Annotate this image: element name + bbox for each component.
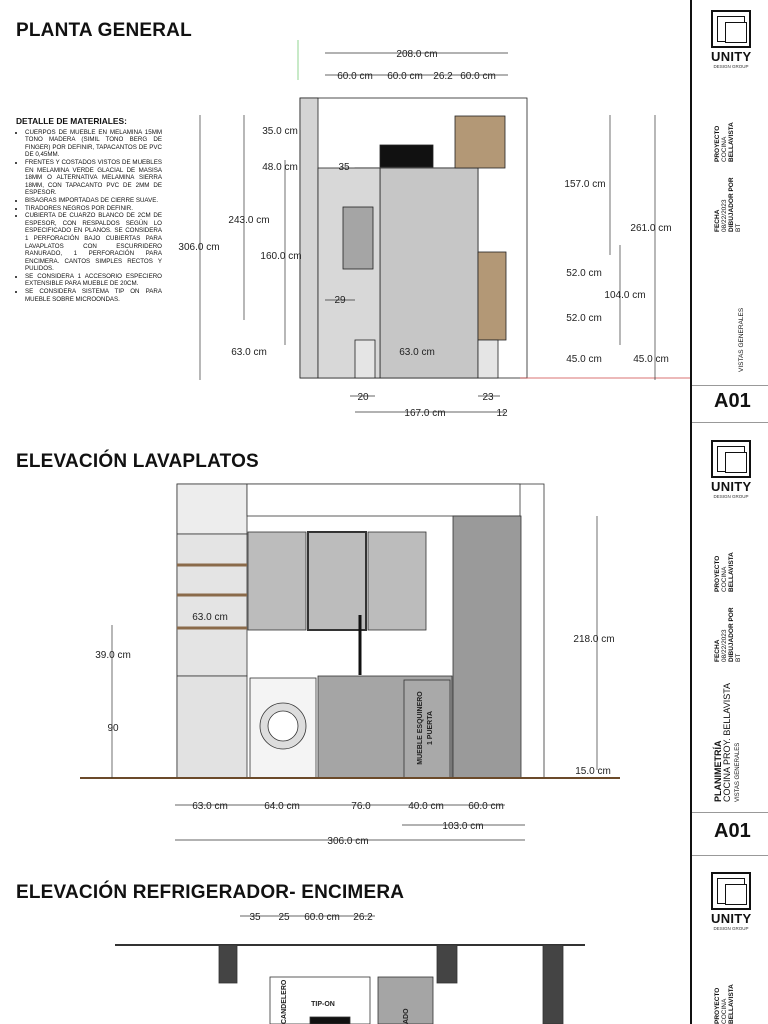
plan-side-cabinet: [478, 252, 506, 340]
title-block-sidebar: [690, 0, 768, 1024]
material-item: • FRENTES Y COSTADOS VISTOS DE MUEBLES EN MELAMINA VERDE GLACIAL DE MASISA 18MM O ALTERNATIVA MELAMINA SIERRA 18MM, CON TAPACANTO PVC DE 2MM DE ESPESOR.: [25, 159, 162, 197]
material-item: • BISAGRAS IMPORTADAS DE CIERRE SUAVE.: [25, 197, 162, 205]
dim-label: 60.0 cm: [460, 71, 496, 82]
dim-label: 60.0 cm: [387, 71, 423, 82]
dim-label: 218.0 cm: [573, 634, 615, 645]
dim-label: 64.0 cm: [264, 801, 300, 812]
dim-label: 29: [334, 295, 346, 306]
fecha-value: 08/22/2023: [721, 199, 728, 232]
vistas-label: VISTAS GENERALES: [738, 307, 745, 372]
brand-sub: DESIGN GROUP: [713, 64, 749, 69]
materials-title: DETALLE DE MATERIALES:: [16, 116, 127, 126]
sheet-code: A01: [714, 820, 751, 842]
planimetria-sub: COCINA PROY. BELLAVISTA: [722, 682, 732, 802]
dibujador-label: DIBUJADOR POR: [728, 177, 735, 232]
cabinet-label: ADO: [403, 1008, 410, 1024]
proyecto-name: BELLAVISTA: [728, 552, 735, 592]
dim-label: 306.0 cm: [178, 242, 220, 253]
dim-label: 160.0 cm: [260, 251, 302, 262]
material-item: • CUERPOS DE MUEBLE EN MELAMINA 15MM TONO MADERA (SIMIL TONO BERG DE FINGER) POR DEFINIR, TAPACANTOS DE PVC DE 0,45MM.: [25, 129, 162, 159]
proyecto-label: PROYECTO: [714, 987, 721, 1024]
dim-label: 90: [107, 723, 119, 734]
dim-label: 26.2: [433, 71, 453, 82]
fecha-block: [714, 177, 742, 232]
dim-label: 63.0 cm: [192, 801, 228, 812]
brand-name: UNITY: [711, 49, 752, 64]
plan-left-counter: [300, 98, 318, 378]
dibujador-value: BT: [735, 653, 742, 662]
proyecto-value: COCINA: [721, 566, 728, 592]
cabinet-label: CANDELERO: [281, 979, 288, 1024]
dim-label: 48.0 cm: [262, 162, 298, 173]
dim-label: 25: [278, 912, 290, 923]
proyecto-label: PROYECTO: [714, 555, 721, 592]
proyecto-label: PROYECTO: [714, 125, 721, 162]
dim-label: 60.0 cm: [304, 912, 340, 923]
dim-label: 52.0 cm: [566, 313, 602, 324]
dibujador-label: DIBUJADOR POR: [728, 607, 735, 662]
proyecto-block: [714, 984, 735, 1024]
fecha-label: FECHA: [714, 209, 721, 232]
planimetria-sub2: VISTAS GENERALES: [735, 742, 741, 802]
brand-logo: [711, 872, 751, 931]
elev-upper-door: [308, 532, 366, 630]
section-title-refrigerador: ELEVACIÓN REFRIGERADOR- ENCIMERA: [16, 882, 405, 903]
dim-label: 35: [338, 162, 350, 173]
dim-label: 40.0 cm: [408, 801, 444, 812]
cabinet-label: TIP-ON: [311, 1001, 335, 1008]
dim-label: 261.0 cm: [630, 223, 672, 234]
dim-label: 306.0 cm: [327, 836, 369, 847]
planimetria-title: PLANIMETRÍA: [713, 740, 723, 802]
dim-label: 35: [249, 912, 261, 923]
dim-label: 167.0 cm: [404, 408, 446, 419]
material-item: • SE CONSIDERA SISTEMA TIP ON PARA MUEBLE SOBRE MICROONDAS.: [25, 288, 162, 303]
plan-upper-cabinet: [455, 116, 505, 168]
brand-name: UNITY: [711, 911, 752, 926]
planimetria-block: [714, 683, 743, 802]
brand-sub: DESIGN GROUP: [713, 494, 749, 499]
dim-label: 63.0 cm: [192, 612, 228, 623]
logo-icon: [711, 10, 751, 48]
dim-label: 157.0 cm: [564, 179, 606, 190]
proyecto-value: COCINA: [721, 998, 728, 1024]
fecha-block: [714, 607, 742, 662]
sheet-code: A01: [714, 390, 751, 412]
dim-label: 35.0 cm: [262, 126, 298, 137]
dim-label: 23: [482, 392, 494, 403]
dim-label: 103.0 cm: [442, 821, 484, 832]
dibujador-value: BT: [735, 223, 742, 232]
dim-label: 76.0: [351, 801, 371, 812]
elev-upper-door: [368, 532, 426, 630]
dim-label: 15.0 cm: [575, 766, 611, 777]
elevation-lavaplatos: [0, 470, 690, 850]
logo-icon: [711, 872, 751, 910]
logo-icon: [711, 440, 751, 478]
dim-label: 60.0 cm: [468, 801, 504, 812]
dim-label: 20: [357, 392, 369, 403]
cabinet-label: 1 PUERTA: [427, 710, 434, 746]
dim-label: 208.0 cm: [396, 49, 438, 60]
brand-name: UNITY: [711, 479, 752, 494]
proyecto-name: BELLAVISTA: [728, 984, 735, 1024]
dim-label: 63.0 cm: [399, 347, 435, 358]
cabinet-label: MUEBLE ESQUINERO: [417, 691, 424, 765]
proyecto-block: [714, 122, 735, 162]
dim-label: 26.2: [353, 912, 373, 923]
material-item: • SE CONSIDERA 1 ACCESORIO ESPECIERO EXTENSIBLE PARA MUEBLE DE 20CM.: [25, 273, 162, 288]
plan-drawing: [0, 0, 690, 440]
dim-label: 243.0 cm: [228, 215, 270, 226]
fecha-label: FECHA: [714, 639, 721, 662]
brand-logo: [711, 440, 751, 499]
material-item: • CUBIERTA DE CUARZO BLANCO DE 2CM DE ESPESOR, CON RESPALDOS SEGÚN LO ESPECIFICADO EN PLANOS. SE CONSIDERA 1 PERFORACIÓN BAJO CUBIERTAS PARA LAVAPLATOS CON ESCURRIDERO RANURADO, 1 PERFORACIÓN PARA ENCIMERA. CANTOS SIMPLES RECTOS Y PULIDOS.: [25, 212, 162, 273]
elev-tall-cabinet: [453, 516, 521, 778]
dim-label: 39.0 cm: [95, 650, 131, 661]
dim-label: 60.0 cm: [337, 71, 373, 82]
section-title-lavaplatos: ELEVACIÓN LAVAPLATOS: [16, 451, 259, 472]
section-title-planta: PLANTA GENERAL: [16, 20, 192, 41]
dim-label: 52.0 cm: [566, 268, 602, 279]
brand-sub: DESIGN GROUP: [713, 926, 749, 931]
dim-label: 45.0 cm: [566, 354, 602, 365]
plan-cooktop: [380, 145, 433, 167]
dim-label: 63.0 cm: [231, 347, 267, 358]
fecha-value: 08/22/2023: [721, 629, 728, 662]
elev-upper-door: [248, 532, 306, 630]
proyecto-value: COCINA: [721, 136, 728, 162]
dim-label: 45.0 cm: [633, 354, 669, 365]
material-item: • TIRADORES NEGROS POR DEFINIR.: [25, 205, 162, 213]
elevation-refrigerador: [0, 905, 690, 1024]
proyecto-block: [714, 552, 735, 592]
plan-sink: [343, 207, 373, 269]
proyecto-name: BELLAVISTA: [728, 122, 735, 162]
dim-label: 104.0 cm: [604, 290, 646, 301]
dim-label: 12: [496, 408, 508, 419]
brand-logo: [711, 10, 751, 69]
